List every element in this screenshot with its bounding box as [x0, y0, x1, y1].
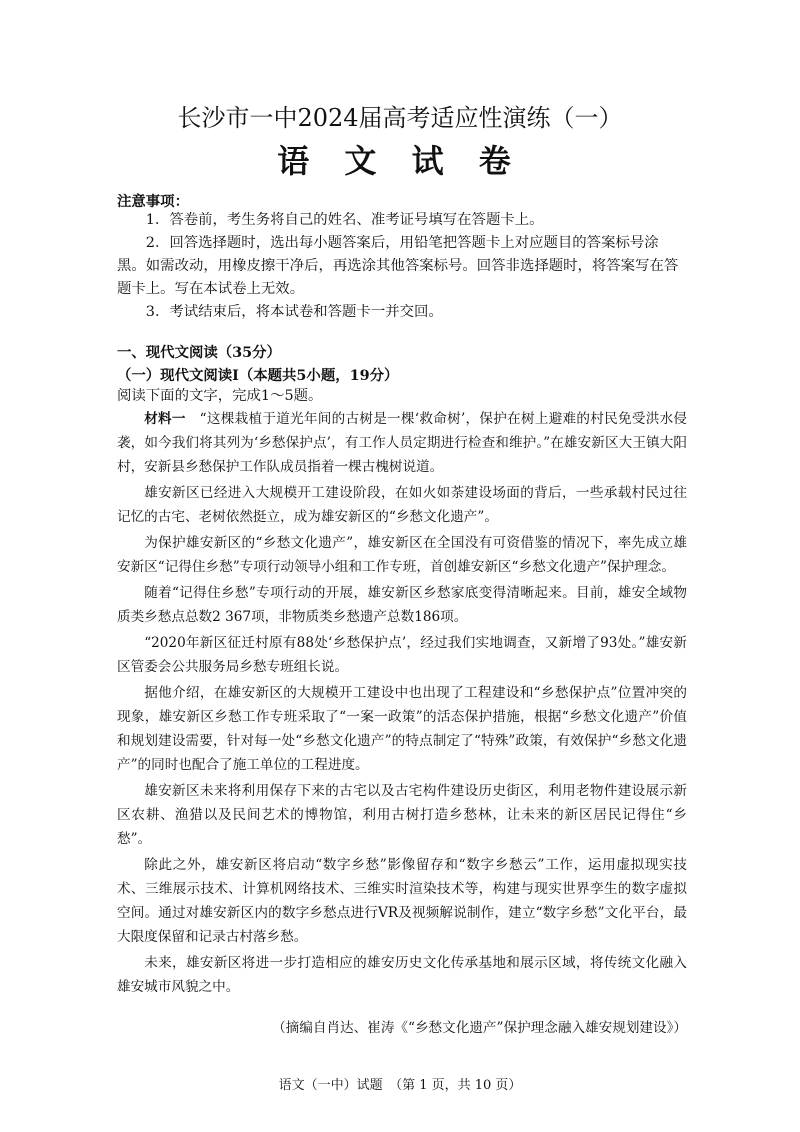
notice-item: 2．回答选择题时，选出每小题答案后，用铅笔把答题卡上对应题目的答案标号涂黑。如需改动，用橡皮擦干净后，再选涂其他答案标号。回答非选择题时，将答案写在答题卡上。写在本试卷上无效。 [117, 235, 679, 297]
material-paragraph: 据他介绍，在雄安新区的大规模开工建设中也出现了工程建设和“乡愁保护点”位置冲突的现象，雄安新区乡愁工作专班采取了“一案一政策”的活态保护措施，根据“乡愁文化遗产”价值和规划建设需要，针对每一处“乡愁文化遗产”的特点制定了“特殊”政策，有效保护“乡愁文化遗产”的同时也配合了施工单位的工程进度。 [117, 685, 687, 773]
material-paragraph: 除此之外，雄安新区将启动“数字乡愁”影像留存和“数字乡愁云”工作，运用虚拟现实技术、三维展示技术、计算机网络技术、三维实时渲染技术等，构建与现实世界孪生的数字虚拟空间。通过对雄安新区内的数字乡愁点进行VR及视频解说制作，建立“数字乡愁”文化平台，最大限度保留和记录古村落乡愁。 [117, 857, 687, 945]
notice-item: 1．答卷前，考生务将自己的姓名、准考证号填写在答题卡上。 [145, 212, 544, 228]
material-paragraph: 雄安新区已经进入大规模开工建设阶段，在如火如荼建设场面的背后，一些承载村民过往记忆的古宅、老树依然挺立，成为雄安新区的“乡愁文化遗产”。 [117, 485, 687, 525]
material-paragraph: “2020年新区征迁村原有88处‘乡愁保护点’，经过我们实地调查，又新增了93处。”雄安新区管委会公共服务局乡愁专班组长说。 [117, 635, 687, 675]
material-paragraph: 未来，雄安新区将进一步打造相应的雄安历史文化传承基地和展示区域，将传统文化融入雄安城市风貌之中。 [117, 955, 687, 995]
notice-item: 3．考试结束后，将本试卷和答题卡一并交回。 [145, 304, 443, 320]
material-paragraph: 为保护雄安新区的“乡愁文化遗产”，雄安新区在全国没有可资借鉴的情况下，率先成立雄安新区“记得住乡愁”专项行动领导小组和工作专班，首创雄安新区“乡愁文化遗产”保护理念。 [117, 535, 687, 575]
notice-heading: 注意事项： [117, 193, 189, 210]
section-title: 一、现代文阅读（35分） [117, 344, 281, 361]
material-label: 材料一 [144, 411, 186, 427]
page-footer: 语文（一中）试题 （第 1 页，共 10 页） [278, 1078, 522, 1093]
exam-subject-title: 语 文 试 卷 [277, 142, 523, 180]
subsection-title: （一）现代文阅读Ⅰ（本题共5小题，19分） [117, 367, 399, 384]
material-paragraph: 材料一 “这棵栽植于道光年间的古树是一棵‘救命树’，保护在树上避难的村民免受洪水侵袭，如今我们将其列为‘乡愁保护点’，有工作人员定期进行检查和维护。”在雄安新区大王镇大阳村，安新县乡愁保护工作队成员指着一棵古槐树说道。 [117, 411, 688, 475]
material-citation: （摘编自肖达、崔涛《“乡愁文化遗产”保护理念融入雄安规划建设》） [272, 1020, 687, 1036]
exam-title: 长沙市一中2024届高考适应性演练（一） [177, 104, 623, 132]
material-paragraph: 雄安新区未来将利用保存下来的古宅以及古宅构件建设历史街区，利用老物件建设展示新区农耕、渔猎以及民间艺术的博物馆，利用古树打造乡愁林，让未来的新区居民记得住“乡愁”。 [117, 783, 687, 847]
material-body [117, 407, 687, 1001]
notice-list [117, 209, 687, 324]
material-paragraph: 随着“记得住乡愁”专项行动的开展，雄安新区乡愁家底变得清晰起来。目前，雄安全域物质类乡愁点总数2 367项，非物质类乡愁遗产总数186项。 [117, 585, 687, 625]
reading-instruction: 阅读下面的文字，完成1～5题。 [117, 388, 323, 404]
